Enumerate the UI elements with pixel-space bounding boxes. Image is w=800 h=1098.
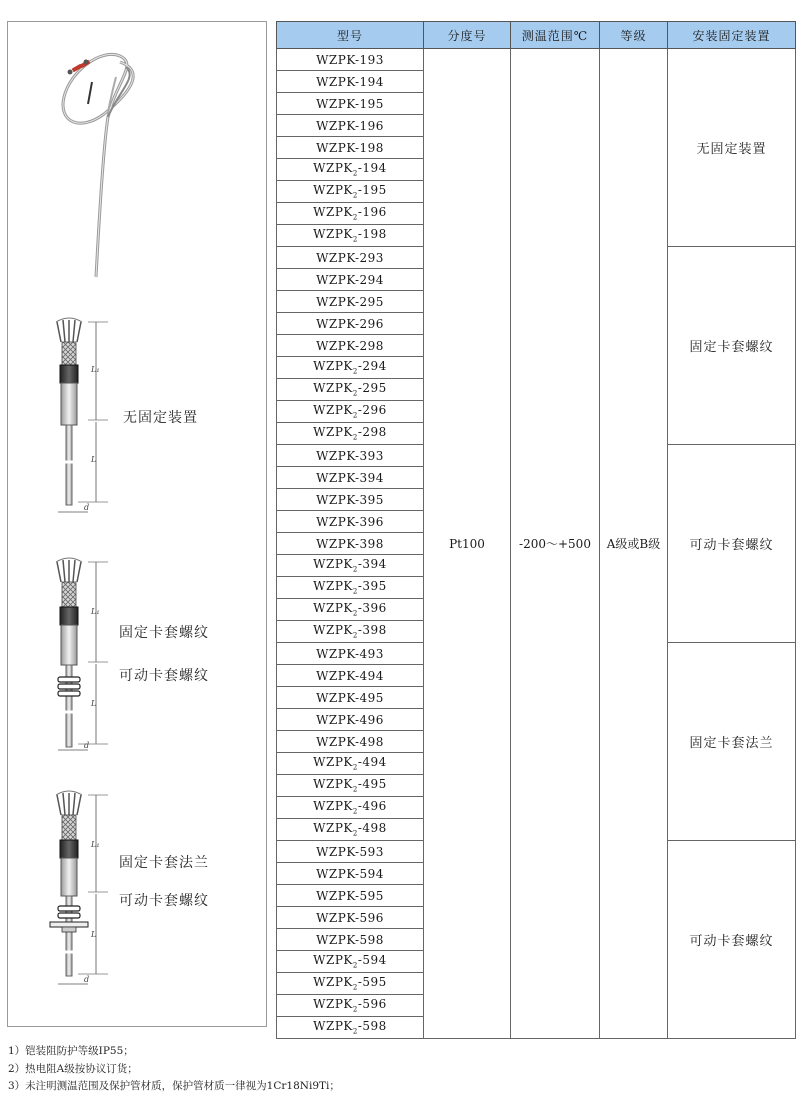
model-cell (277, 731, 424, 753)
model-prefix: WZPK (313, 359, 353, 374)
model-prefix: WZPK (316, 932, 355, 947)
model-suffix: -494 (357, 755, 387, 770)
model-suffix: -498 (354, 734, 384, 749)
model-suffix: -394 (357, 557, 387, 572)
model-cell (277, 709, 424, 731)
model-prefix: WZPK (313, 557, 353, 572)
model-cell (277, 555, 424, 577)
model-prefix: WZPK (313, 403, 353, 418)
model-prefix: WZPK (316, 470, 355, 485)
model-prefix: WZPK (313, 381, 353, 396)
model-suffix: -596 (357, 997, 387, 1012)
mounting-cell: 固定卡套螺纹 (668, 247, 796, 445)
model-cell (277, 951, 424, 973)
model-prefix: WZPK (316, 250, 355, 265)
model-cell (277, 819, 424, 841)
header-model: 型号 (277, 22, 424, 49)
model-prefix: WZPK (316, 118, 355, 133)
model-cell (277, 643, 424, 665)
model-cell (277, 467, 424, 489)
model-cell (277, 753, 424, 775)
model-cell (277, 269, 424, 291)
model-prefix: WZPK (316, 690, 355, 705)
mounting-cell: 可动卡套螺纹 (668, 841, 796, 1039)
model-cell (277, 907, 424, 929)
model-prefix: WZPK (316, 888, 355, 903)
model-prefix: WZPK (313, 579, 353, 594)
model-subscript: 2 (352, 235, 358, 244)
model-subscript: 2 (352, 983, 358, 992)
model-subscript: 2 (352, 807, 358, 816)
dim-l-label: L (91, 930, 97, 939)
model-suffix: -596 (354, 910, 384, 925)
model-suffix: -198 (354, 140, 384, 155)
model-suffix: -298 (357, 425, 387, 440)
model-cell (277, 621, 424, 643)
model-cell (277, 379, 424, 401)
mounting-cell: 固定卡套法兰 (668, 643, 796, 841)
model-prefix: WZPK (313, 953, 353, 968)
model-subscript: 2 (352, 411, 358, 420)
model-suffix: -593 (354, 844, 384, 859)
model-cell (277, 863, 424, 885)
model-prefix: WZPK (316, 52, 355, 67)
model-cell (277, 247, 424, 269)
model-suffix: -595 (357, 975, 387, 990)
model-prefix: WZPK (313, 997, 353, 1012)
model-cell (277, 973, 424, 995)
model-cell (277, 137, 424, 159)
model-cell (277, 401, 424, 423)
model-subscript: 2 (352, 763, 358, 772)
drawing-thread-fixture (56, 558, 108, 750)
model-prefix: WZPK (316, 338, 355, 353)
model-prefix: WZPK (313, 425, 353, 440)
header-grade: 等级 (600, 22, 668, 49)
model-cell (277, 225, 424, 247)
model-prefix: WZPK (316, 734, 355, 749)
model-cell (277, 49, 424, 71)
model-suffix: -296 (357, 403, 387, 418)
model-subscript: 2 (352, 565, 358, 574)
model-prefix: WZPK (313, 1019, 353, 1034)
model-suffix: -494 (354, 668, 384, 683)
model-cell (277, 71, 424, 93)
model-prefix: WZPK (316, 294, 355, 309)
footnote-1: 1）铠装阻防护等级IP55； (8, 1045, 134, 1057)
model-suffix: -293 (354, 250, 384, 265)
model-subscript: 2 (352, 1027, 358, 1036)
model-subscript: 2 (352, 191, 358, 200)
table-header-row (277, 22, 796, 49)
index-number-cell: Pt100 (424, 49, 511, 1039)
model-cell (277, 489, 424, 511)
model-prefix: WZPK (316, 74, 355, 89)
model-suffix: -598 (357, 1019, 387, 1034)
model-suffix: -296 (354, 316, 384, 331)
model-prefix: WZPK (316, 646, 355, 661)
model-subscript: 2 (352, 213, 358, 222)
model-prefix: WZPK (313, 183, 353, 198)
model-suffix: -594 (354, 866, 384, 881)
model-prefix: WZPK (313, 623, 353, 638)
dim-d-label: d (84, 503, 90, 512)
model-cell (277, 665, 424, 687)
header-mounting: 安装固定装置 (668, 22, 796, 49)
product-drawings (8, 22, 266, 1026)
model-subscript: 2 (352, 609, 358, 618)
model-suffix: -595 (354, 888, 384, 903)
model-suffix: -295 (357, 381, 387, 396)
figure-label-movable-thread: 可动卡套螺纹 (119, 668, 209, 684)
model-suffix: -195 (354, 96, 384, 111)
model-prefix: WZPK (316, 96, 355, 111)
dim-l1-label: L₁ (91, 840, 100, 849)
model-prefix: WZPK (316, 844, 355, 859)
model-prefix: WZPK (316, 668, 355, 683)
model-cell (277, 775, 424, 797)
model-subscript: 2 (352, 961, 358, 970)
model-suffix: -198 (357, 227, 387, 242)
model-subscript: 2 (352, 433, 358, 442)
model-cell (277, 203, 424, 225)
model-subscript: 2 (352, 389, 358, 398)
figure-label-fixed-thread: 固定卡套螺纹 (119, 625, 209, 641)
model-suffix: -498 (357, 821, 387, 836)
model-cell (277, 533, 424, 555)
dim-l-label: L (91, 699, 97, 708)
model-cell (277, 841, 424, 863)
dim-d-label: d (84, 975, 90, 984)
header-index-number: 分度号 (424, 22, 511, 49)
model-suffix: -496 (357, 799, 387, 814)
model-cell (277, 159, 424, 181)
model-cell (277, 313, 424, 335)
footnote-3: 3）未注明测温范围及保护管材质，保护管材质一律视为1Cr18Ni9Ti； (8, 1080, 340, 1092)
model-prefix: WZPK (316, 448, 355, 463)
model-cell (277, 577, 424, 599)
model-cell (277, 1017, 424, 1039)
model-suffix: -493 (354, 646, 384, 661)
header-temp-range: 测温范围℃ (511, 22, 600, 49)
model-prefix: WZPK (313, 975, 353, 990)
drawing-flange-fixture (50, 791, 108, 984)
model-cell (277, 423, 424, 445)
dim-l1-label: L₁ (91, 365, 100, 374)
model-suffix: -194 (354, 74, 384, 89)
mounting-cell: 可动卡套螺纹 (668, 445, 796, 643)
model-prefix: WZPK (316, 492, 355, 507)
model-suffix: -393 (354, 448, 384, 463)
figure-label-movable-thread-2: 可动卡套螺纹 (119, 893, 209, 909)
model-suffix: -398 (357, 623, 387, 638)
temp-range-cell: -200～+500 (511, 49, 600, 1039)
model-cell (277, 357, 424, 379)
grade-cell: A级或B级 (600, 49, 668, 1039)
model-subscript: 2 (352, 829, 358, 838)
figure-label-fixed-flange: 固定卡套法兰 (119, 855, 209, 871)
model-suffix: -196 (357, 205, 387, 220)
model-cell (277, 445, 424, 467)
dim-d-label: d (84, 741, 90, 750)
model-prefix: WZPK (313, 755, 353, 770)
model-prefix: WZPK (313, 161, 353, 176)
model-prefix: WZPK (316, 316, 355, 331)
mounting-cell: 无固定装置 (668, 49, 796, 247)
model-prefix: WZPK (316, 712, 355, 727)
illustration-panel (7, 21, 267, 1027)
model-suffix: -598 (354, 932, 384, 947)
model-cell (277, 687, 424, 709)
model-cell (277, 93, 424, 115)
dim-l-label: L (91, 455, 97, 464)
model-prefix: WZPK (313, 227, 353, 242)
model-suffix: -496 (354, 712, 384, 727)
model-cell (277, 291, 424, 313)
model-suffix: -295 (354, 294, 384, 309)
model-suffix: -195 (357, 183, 387, 198)
model-subscript: 2 (352, 1005, 358, 1014)
dim-l1-label: L₁ (91, 607, 100, 616)
model-prefix: WZPK (316, 910, 355, 925)
model-cell (277, 995, 424, 1017)
model-cell (277, 797, 424, 819)
model-suffix: -594 (357, 953, 387, 968)
model-suffix: -294 (357, 359, 387, 374)
model-cell (277, 929, 424, 951)
footnotes (8, 1043, 340, 1096)
model-prefix: WZPK (313, 799, 353, 814)
model-prefix: WZPK (316, 866, 355, 881)
model-subscript: 2 (352, 367, 358, 376)
model-suffix: -396 (357, 601, 387, 616)
model-subscript: 2 (352, 587, 358, 596)
model-prefix: WZPK (316, 140, 355, 155)
model-suffix: -398 (354, 536, 384, 551)
model-suffix: -194 (357, 161, 387, 176)
model-suffix: -495 (357, 777, 387, 792)
cable-photo (63, 54, 133, 277)
model-prefix: WZPK (313, 205, 353, 220)
table-body (277, 49, 796, 1039)
model-prefix: WZPK (313, 821, 353, 836)
model-prefix: WZPK (316, 514, 355, 529)
model-suffix: -294 (354, 272, 384, 287)
model-prefix: WZPK (316, 536, 355, 551)
model-suffix: -396 (354, 514, 384, 529)
drawing-no-fixture (56, 318, 108, 512)
table-row (277, 49, 796, 71)
model-cell (277, 885, 424, 907)
model-prefix: WZPK (313, 601, 353, 616)
model-cell (277, 511, 424, 533)
model-suffix: -394 (354, 470, 384, 485)
model-cell (277, 335, 424, 357)
model-suffix: -193 (354, 52, 384, 67)
spec-table (276, 21, 796, 1039)
model-suffix: -395 (357, 579, 387, 594)
model-suffix: -495 (354, 690, 384, 705)
model-suffix: -395 (354, 492, 384, 507)
model-subscript: 2 (352, 631, 358, 640)
footnote-2: 2）热电阻A级按协议订货； (8, 1062, 138, 1075)
model-subscript: 2 (352, 785, 358, 794)
model-cell (277, 115, 424, 137)
model-subscript: 2 (352, 169, 358, 178)
model-cell (277, 599, 424, 621)
model-suffix: -298 (354, 338, 384, 353)
model-prefix: WZPK (316, 272, 355, 287)
model-suffix: -196 (354, 118, 384, 133)
model-prefix: WZPK (313, 777, 353, 792)
figure-label-no-fixture: 无固定装置 (123, 410, 198, 426)
model-cell (277, 181, 424, 203)
